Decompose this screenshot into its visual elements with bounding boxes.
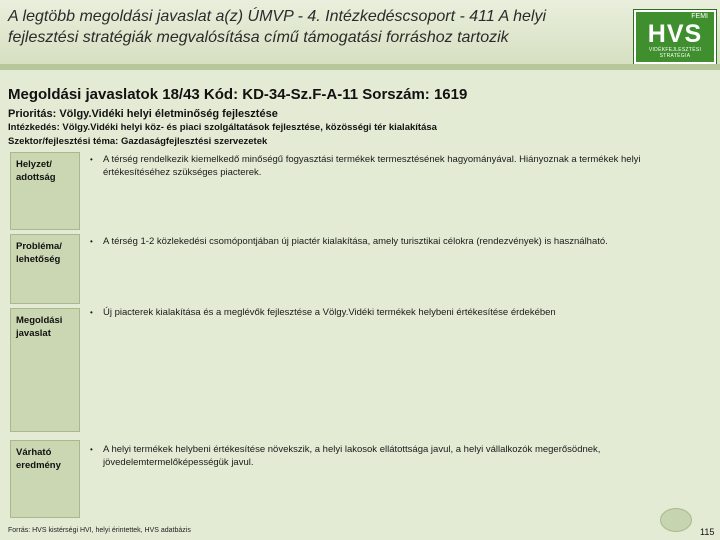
header-divider	[0, 64, 720, 70]
page-number: 115	[700, 527, 715, 537]
row-label-problem: Probléma/ lehetőség	[10, 234, 80, 304]
row-text-solution	[90, 307, 700, 320]
header-band	[0, 0, 720, 64]
bullet-icon: •	[90, 237, 93, 246]
bullet-icon: •	[90, 445, 93, 454]
intervention-line: Intézkedés: Völgy.Vidéki helyi köz- és piaci szolgáltatások fejlesztése, közösségi tér kialakítása	[8, 122, 437, 133]
row-text-situation-content: A térség rendelkezik kiemelkedő minőségű fogyasztási termékek termesztésének hagyományával. Hiányoznak a termékek helyi értékesítéséhez szükséges piacterek.	[103, 154, 641, 178]
row-text-situation	[90, 154, 700, 179]
bullet-icon: •	[90, 155, 93, 164]
row-text-problem-content: A térség 1-2 közlekedési csomópontjában új piactér kialakítása, amely turisztikai célokra (rendezvények) is használható.	[103, 236, 608, 247]
row-text-problem	[90, 236, 700, 249]
row-label-solution: Megoldási javaslat	[10, 308, 80, 432]
priority-line: Prioritás: Völgy.Vidéki helyi életminőség fejlesztése	[8, 108, 278, 120]
logo-top-text: FEMI	[691, 13, 708, 20]
bullet-icon: •	[90, 308, 93, 317]
sector-line: Szektor/fejlesztési téma: Gazdaságfejlesztési szervezetek	[8, 136, 268, 147]
logo-sub-text: VIDÉKFEJLESZTÉSI STRATÉGIA	[648, 47, 702, 59]
source-note: Forrás: HVS kistérségi HVI, helyi érintettek, HVS adatbázis	[8, 527, 191, 534]
row-label-situation: Helyzet/ adottság	[10, 152, 80, 230]
row-text-result-content: A helyi termékek helybeni értékesítése növekszik, a helyi lakosok ellátottsága javul, a helyi vállalkozók megerősödnek, jövedelemtermelőképességük javul.	[103, 444, 601, 468]
seal-logo-icon	[660, 508, 692, 532]
row-text-solution-content: Új piacterek kialakítása és a meglévők fejlesztése a Völgy.Vidéki termékek helybeni értékesítése érdekében	[103, 307, 556, 318]
hvs-logo	[634, 10, 716, 64]
row-text-result	[90, 444, 700, 469]
header-title: A legtöbb megoldási javaslat a(z) ÚMVP - 4. Intézkedéscsoport - 411 A helyi fejlesztési stratégiák megvalósítása című támogatási forráshoz tartozik	[8, 8, 547, 46]
logo-main-text: HVS	[647, 20, 703, 48]
row-label-result: Várható eredmény	[10, 440, 80, 518]
page-title: Megoldási javaslatok 18/43 Kód: KD-34-Sz.F-A-11 Sorszám: 1619	[8, 86, 468, 103]
